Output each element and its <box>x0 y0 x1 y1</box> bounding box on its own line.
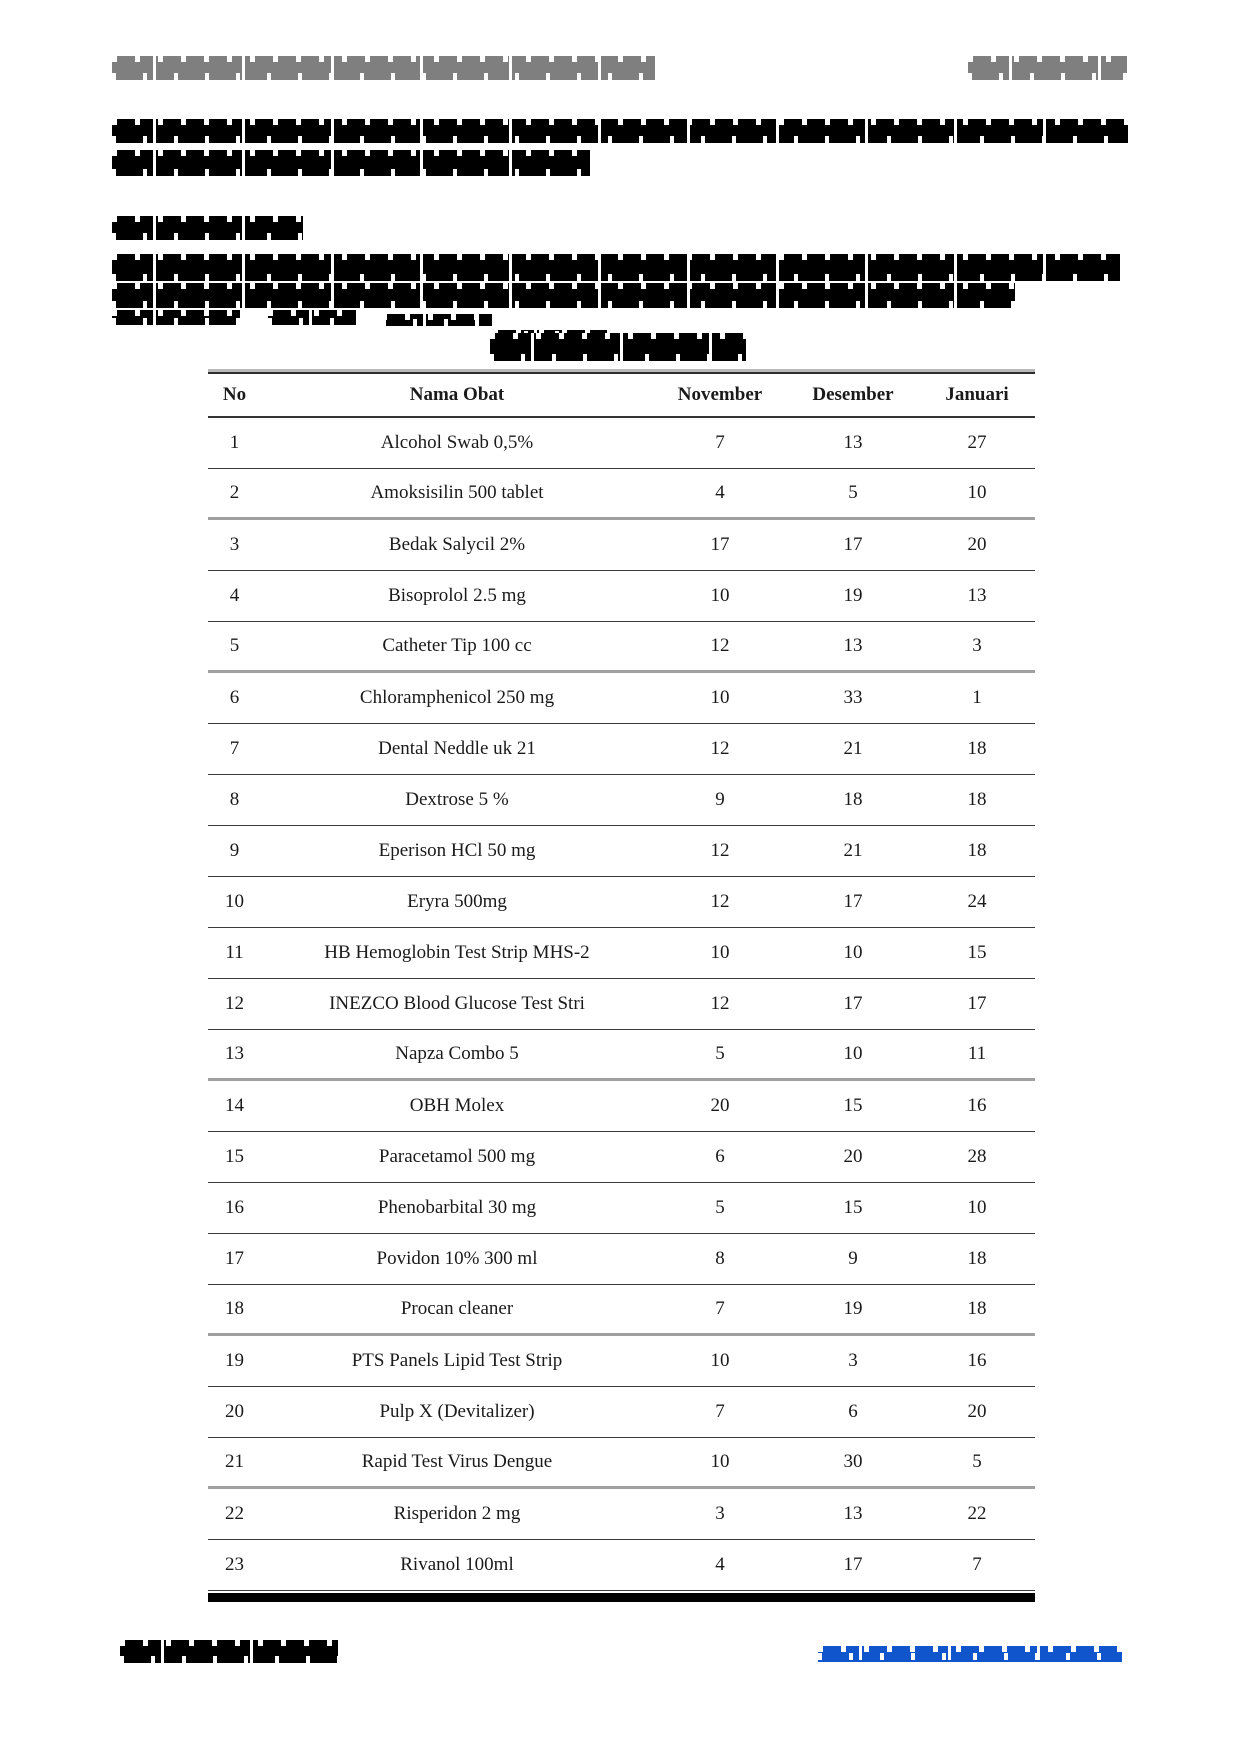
table-row <box>208 1336 1035 1387</box>
drug-name: Catheter Tip 100 cc <box>382 635 532 656</box>
row-number: 21 <box>225 1451 244 1472</box>
desember-value: 13 <box>843 635 863 656</box>
table-row <box>208 622 1035 673</box>
row-number: 3 <box>229 534 240 555</box>
desember-value: 17 <box>843 534 863 555</box>
journal-header-redacted-right <box>968 56 1127 80</box>
journal-header-redacted-left <box>112 56 655 80</box>
drug-name: Risperidon 2 mg <box>393 1503 521 1524</box>
drug-name: INEZCO Blood Glucose Test Stri <box>329 993 585 1014</box>
table-row <box>208 877 1035 928</box>
januari-value: 16 <box>967 1350 987 1371</box>
desember-value: 15 <box>843 1197 863 1218</box>
drug-name: HB Hemoglobin Test Strip MHS-2 <box>324 942 590 963</box>
november-value: 4 <box>715 1554 725 1575</box>
article-title-redacted-line1 <box>112 119 1128 143</box>
november-value: 12 <box>710 993 730 1014</box>
table-row <box>208 979 1035 1030</box>
januari-value: 18 <box>967 1248 987 1269</box>
desember-value: 30 <box>843 1451 863 1472</box>
row-number: 10 <box>225 891 244 912</box>
desember-value: 5 <box>848 482 858 503</box>
drug-name: Bisoprolol 2.5 mg <box>388 585 526 606</box>
november-value: 20 <box>710 1095 730 1116</box>
januari-value: 7 <box>972 1554 982 1575</box>
januari-value: 3 <box>972 635 982 656</box>
drug-name: Bedak Salycil 2% <box>388 534 526 555</box>
paragraph-redacted-fragment <box>382 314 492 326</box>
desember-value: 17 <box>843 1554 863 1575</box>
desember-value: 13 <box>843 1503 863 1524</box>
row-number: 23 <box>225 1554 244 1575</box>
table-row <box>208 520 1035 571</box>
januari-value: 15 <box>967 942 987 963</box>
table-row <box>208 1540 1035 1591</box>
row-number: 18 <box>225 1298 244 1319</box>
table-row <box>208 826 1035 877</box>
row-number: 2 <box>229 482 240 503</box>
november-value: 5 <box>715 1197 725 1218</box>
paragraph-redacted-fragment <box>112 310 240 325</box>
column-header-november: November <box>677 384 763 405</box>
row-number: 16 <box>225 1197 244 1218</box>
januari-value: 18 <box>967 1298 987 1319</box>
november-value: 10 <box>710 1451 730 1472</box>
column-header-no: No <box>222 384 247 405</box>
januari-value: 13 <box>967 585 987 606</box>
column-header-desember: Desember <box>812 384 894 405</box>
desember-value: 6 <box>848 1401 858 1422</box>
table-row <box>208 1387 1035 1438</box>
row-number: 1 <box>229 432 240 453</box>
table-row <box>208 928 1035 979</box>
januari-value: 18 <box>967 840 987 861</box>
januari-value: 24 <box>967 891 987 912</box>
desember-value: 13 <box>843 432 863 453</box>
januari-value: 10 <box>967 1197 987 1218</box>
januari-value: 10 <box>967 482 987 503</box>
november-value: 17 <box>710 534 730 555</box>
table-row <box>208 1438 1035 1489</box>
table-row <box>208 724 1035 775</box>
table-header-row <box>208 374 1035 418</box>
drug-name: Amoksisilin 500 tablet <box>370 482 544 503</box>
drug-name: Eryra 500mg <box>407 891 507 912</box>
november-value: 5 <box>715 1043 725 1064</box>
november-value: 4 <box>715 482 725 503</box>
row-number: 11 <box>225 942 244 963</box>
desember-value: 21 <box>843 840 863 861</box>
row-number: 5 <box>229 635 240 656</box>
table-row <box>208 1285 1035 1336</box>
table-row <box>208 775 1035 826</box>
drug-name: Procan cleaner <box>400 1298 514 1319</box>
november-value: 10 <box>710 1350 730 1371</box>
table-row <box>208 571 1035 622</box>
table-row <box>208 469 1035 520</box>
desember-value: 3 <box>848 1350 858 1371</box>
drug-name: Chloramphenicol 250 mg <box>359 687 555 708</box>
november-value: 12 <box>710 635 730 656</box>
drug-name: Napza Combo 5 <box>395 1043 519 1064</box>
drug-name: Rapid Test Virus Dengue <box>361 1451 553 1472</box>
row-number: 12 <box>225 993 244 1014</box>
november-value: 3 <box>715 1503 725 1524</box>
desember-value: 17 <box>843 891 863 912</box>
drug-name: PTS Panels Lipid Test Strip <box>351 1350 563 1371</box>
november-value: 8 <box>715 1248 725 1269</box>
column-header-januari: Januari <box>945 384 1009 405</box>
januari-value: 22 <box>967 1503 987 1524</box>
november-value: 10 <box>710 687 730 708</box>
november-value: 10 <box>710 585 730 606</box>
november-value: 12 <box>710 891 730 912</box>
januari-value: 11 <box>967 1043 987 1064</box>
november-value: 10 <box>710 942 730 963</box>
januari-value: 5 <box>972 1451 982 1472</box>
november-value: 7 <box>715 432 725 453</box>
desember-value: 9 <box>848 1248 858 1269</box>
table-row <box>208 1489 1035 1540</box>
row-number: 15 <box>225 1146 244 1167</box>
table-row <box>208 418 1035 469</box>
januari-value: 1 <box>972 687 982 708</box>
drug-name: Rivanol 100ml <box>400 1554 514 1575</box>
row-number: 19 <box>225 1350 244 1371</box>
footer-author-redacted <box>120 1640 338 1663</box>
row-number: 8 <box>229 789 240 810</box>
table-row <box>208 1030 1035 1081</box>
januari-value: 17 <box>967 993 987 1014</box>
januari-value: 18 <box>967 789 987 810</box>
section-heading-redacted <box>112 216 303 240</box>
table-row <box>208 1183 1035 1234</box>
januari-value: 20 <box>967 1401 987 1422</box>
desember-value: 20 <box>843 1146 863 1167</box>
drug-name: Alcohol Swab 0,5% <box>380 432 534 453</box>
row-number: 4 <box>229 585 240 606</box>
row-number: 9 <box>229 840 240 861</box>
januari-value: 28 <box>967 1146 987 1167</box>
table-row <box>208 1081 1035 1132</box>
januari-value: 16 <box>967 1095 987 1116</box>
table-row <box>208 673 1035 724</box>
november-value: 12 <box>710 738 730 759</box>
row-number: 7 <box>229 738 240 759</box>
article-title-redacted-line2 <box>112 150 590 176</box>
desember-value: 10 <box>843 942 863 963</box>
table-row <box>208 1132 1035 1183</box>
row-number: 14 <box>225 1095 244 1116</box>
drug-name: Povidon 10% 300 ml <box>376 1248 538 1269</box>
footer-doi-link-redacted[interactable] <box>818 1646 1122 1660</box>
drug-name: Dental Neddle uk 21 <box>378 738 536 759</box>
drug-name: Pulp X (Devitalizer) <box>379 1401 535 1422</box>
medication-table <box>208 369 1035 1602</box>
drug-name: Eperison HCl 50 mg <box>378 840 536 861</box>
desember-value: 19 <box>843 1298 863 1319</box>
januari-value: 18 <box>967 738 987 759</box>
desember-value: 15 <box>843 1095 863 1116</box>
november-value: 6 <box>715 1146 725 1167</box>
januari-value: 20 <box>967 534 987 555</box>
paragraph-redacted-fragment <box>268 310 356 325</box>
desember-value: 18 <box>843 789 863 810</box>
row-number: 6 <box>229 687 240 708</box>
paragraph-redacted-line1 <box>112 254 1120 281</box>
desember-value: 33 <box>843 687 863 708</box>
row-number: 17 <box>225 1248 244 1269</box>
paragraph-redacted-line2 <box>112 283 1015 308</box>
drug-name: OBH Molex <box>409 1095 505 1116</box>
table-row <box>208 1234 1035 1285</box>
drug-name: Dextrose 5 % <box>405 789 509 810</box>
januari-value: 27 <box>967 432 987 453</box>
table-bottom-rule <box>208 1593 1035 1602</box>
november-value: 7 <box>715 1298 725 1319</box>
november-value: 12 <box>710 840 730 861</box>
desember-value: 19 <box>843 585 863 606</box>
desember-value: 10 <box>843 1043 863 1064</box>
desember-value: 17 <box>843 993 863 1014</box>
drug-name: Phenobarbital 30 mg <box>377 1197 537 1218</box>
desember-value: 21 <box>843 738 863 759</box>
column-header-nama-obat: Nama Obat <box>409 384 505 405</box>
november-value: 7 <box>715 1401 725 1422</box>
table-body <box>208 418 1035 1591</box>
table-caption-redacted <box>490 333 746 361</box>
november-value: 9 <box>715 789 725 810</box>
row-number: 22 <box>225 1503 244 1524</box>
row-number: 20 <box>225 1401 244 1422</box>
row-number: 13 <box>225 1043 244 1064</box>
drug-name: Paracetamol 500 mg <box>378 1146 536 1167</box>
